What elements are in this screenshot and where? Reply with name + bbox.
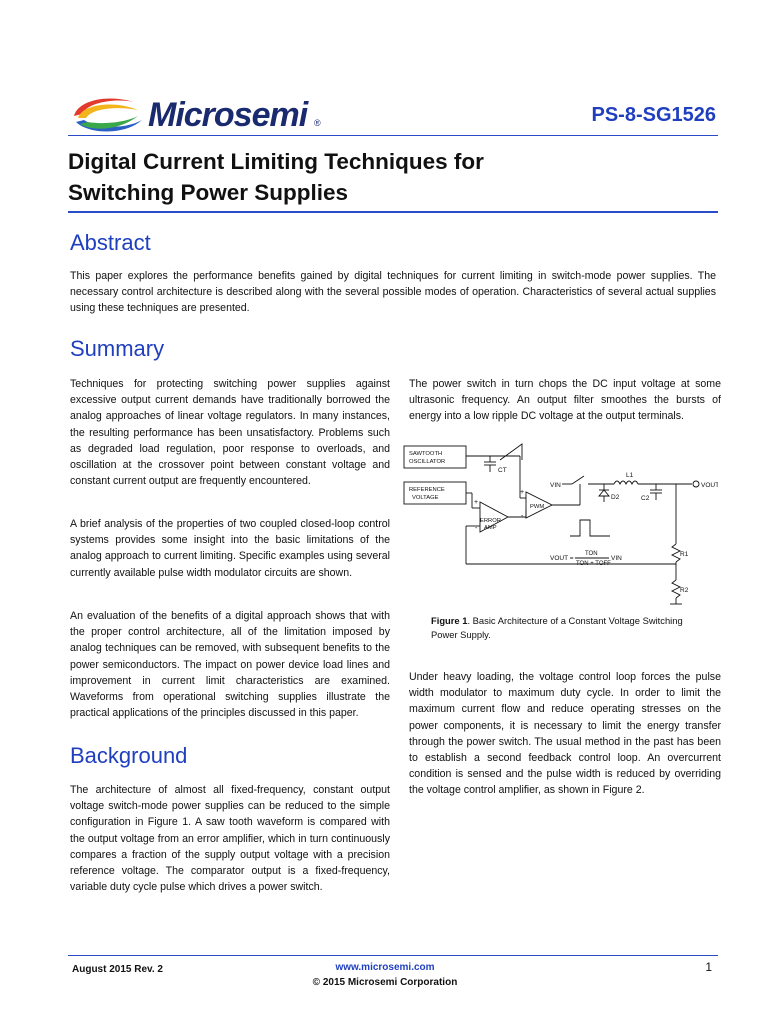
label-r2: R2 <box>680 587 689 594</box>
logo-wordmark: Microsemi <box>148 96 308 134</box>
logo-trademark: ® <box>314 118 321 128</box>
footer-rule <box>68 955 718 956</box>
label-oscillator: OSCILLATOR <box>409 459 446 465</box>
microsemi-logo <box>68 94 328 138</box>
label-err-plus: + <box>474 499 479 506</box>
label-ct: CT <box>498 467 507 474</box>
right-paragraph-1: The power switch in turn chops the DC input voltage at some ultrasonic frequency. An output filter smoothes the bursts of energy into a low ripple DC voltage at the output terminals. <box>409 378 721 423</box>
summary-paragraph-2: A brief analysis of the properties of two coupled closed-loop control systems provides some insight into the basic limitations of the analog approach to current limiting. Specific examples using several currently available pulse width modulator circuits are shown. <box>70 518 390 579</box>
document-id: PS-8-SG1526 <box>591 104 716 126</box>
background-heading: Background <box>70 743 188 768</box>
abstract-heading: Abstract <box>70 230 151 255</box>
label-pwm-minus: - <box>521 513 524 520</box>
label-c2: C2 <box>641 495 650 502</box>
label-pwm-plus: + <box>520 489 525 496</box>
label-voltage: VOLTAGE <box>412 495 439 501</box>
footer-website-link[interactable]: www.microsemi.com <box>335 962 435 973</box>
label-l1: L1 <box>626 472 634 479</box>
label-err-minus: - <box>475 525 478 532</box>
summary-paragraph-1: Techniques for protecting switching power supplies against excessive output current demands have traditionally borrowed the analog approaches of linear voltage regulators. In many instances, the resulting performance has been unsatisfactory. Problems such as degraded load regulation, poor response to overloads, and oscillation at the crossover point between constant voltage and constant current output are frequently encountered. <box>70 378 390 488</box>
header-rule <box>68 135 718 136</box>
label-r1: R1 <box>680 551 689 558</box>
label-amp: AMP <box>484 525 497 531</box>
title-line-1: Digital Current Limiting Techniques for <box>68 149 484 174</box>
label-pwm: PWM <box>530 504 545 510</box>
figure-1-caption-label: Figure 1 <box>431 615 468 626</box>
logo-swirl-icon <box>68 94 148 138</box>
label-equation-lhs: VOUT = <box>550 555 574 562</box>
figure-1-caption <box>431 614 701 642</box>
label-d2: D2 <box>611 494 620 501</box>
abstract-text: This paper explores the performance benefits gained by digital techniques for current limiting in switch-mode power supplies. The necessary control architecture is described along with the several possible modes of operation. Characteristics of several actual supplies using these techniques are presented. <box>70 270 716 315</box>
page-title <box>68 146 708 208</box>
label-equation-vin: VIN <box>611 555 622 562</box>
figure-1-caption-text: . Basic Architecture of a Constant Voltage Switching Power Supply. <box>431 615 683 640</box>
background-paragraph-1: The architecture of almost all fixed-frequency, constant output voltage switch-mode power supplies can be reduced to the simple configuration in Figure 1. A saw tooth waveform is compared with the output voltage from an error amplifier, which in turn continuously compares a fraction of the supply output voltage with a precision reference voltage. The comparator output is a fixed-frequency, variable duty cycle pulse which drives a power switch. <box>70 784 390 894</box>
title-line-2: Switching Power Supplies <box>68 180 349 205</box>
summary-paragraph-3: An evaluation of the benefits of a digital approach shows that with the proper control architecture, all of the limitation imposed by analog techniques can be removed, with subsequent benefits to the power semiconductors. The impact on power device load lines and improvement in current limit characteristics are examined. Waveforms from operational switching supplies illustrate the practical applications of the principles discussed in this paper. <box>70 610 390 720</box>
label-equation-denominator: TON + TOFF <box>576 561 611 567</box>
footer-date-revision: August 2015 Rev. 2 <box>72 964 163 975</box>
label-vin: VIN <box>550 482 561 489</box>
title-rule <box>68 211 718 213</box>
right-paragraph-2: Under heavy loading, the voltage control loop forces the pulse width modulator to maximum duty cycle. In order to limit the maximum current flow and reduce operating stresses on the power components, it is necessary to limit the energy transfer through the power switch. The usual method in the past has been to establish a second feedback control loop. An overcurrent condition is sensed and the pulse width is reduced by overriding the voltage control amplifier, as shown in Figure 2. <box>409 671 721 797</box>
label-vout: VOUT <box>701 482 718 489</box>
label-reference: REFERENCE <box>409 487 445 493</box>
page-number: 1 <box>705 960 712 974</box>
label-error: ERROR <box>480 518 501 524</box>
figure-1-diagram <box>400 440 718 610</box>
footer-copyright: © 2015 Microsemi Corporation <box>312 977 458 988</box>
label-sawtooth: SAWTOOTH <box>409 451 443 457</box>
label-equation-ton: TON <box>585 551 598 557</box>
summary-heading: Summary <box>70 336 165 361</box>
